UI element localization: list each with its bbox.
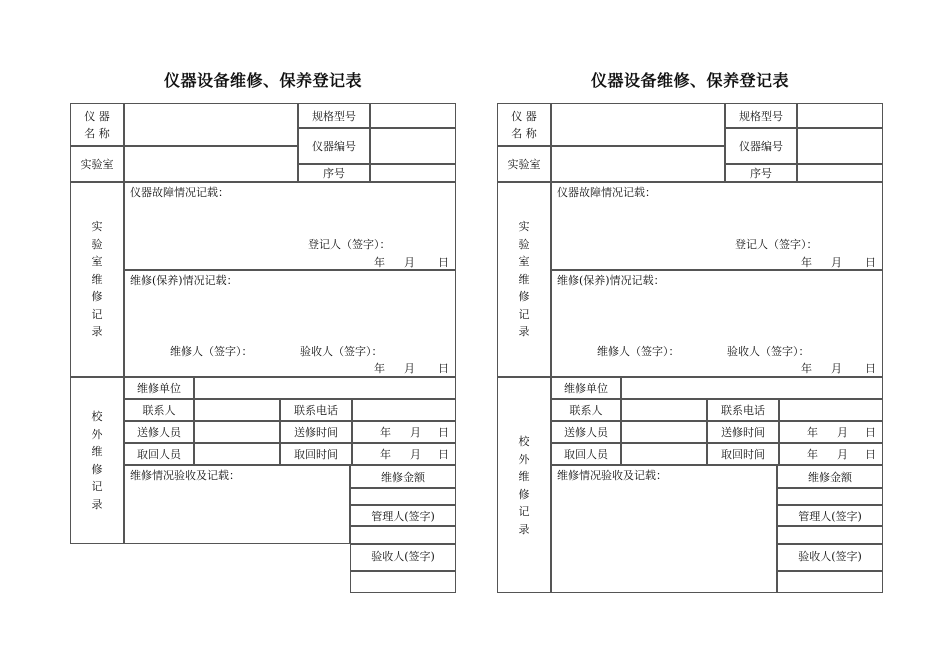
date-day: 日 — [865, 256, 876, 269]
instrument-name-field[interactable] — [124, 103, 298, 146]
manager-sign-field[interactable] — [777, 526, 883, 544]
date-day: 日 — [865, 448, 876, 461]
phone-field[interactable] — [779, 399, 883, 421]
instrument-no-field[interactable] — [797, 128, 883, 164]
external-record-side-label: 校外维修记录 — [91, 410, 103, 511]
spec-model-field[interactable] — [797, 103, 883, 128]
repairer-label: 维修人（签字）： — [597, 345, 680, 358]
date-month: 月 — [831, 362, 842, 375]
sender-field[interactable] — [194, 421, 280, 443]
form-title: 仪器设备维修、保养登记表 — [163, 71, 362, 90]
fault-record-label: 仪器故障情况记载： — [557, 186, 656, 199]
acceptor-label: 验收人（签字）： — [300, 345, 383, 358]
instrument-label-line1: 仪 器 — [511, 110, 537, 123]
instrument-no-label: 仪器编号 — [739, 140, 783, 153]
repair-form-right — [497, 0, 883, 672]
form-title: 仪器设备维修、保养登记表 — [590, 71, 789, 90]
repair-unit-field[interactable] — [194, 377, 456, 399]
date-year: 年 — [374, 256, 385, 269]
phone-label: 联系电话 — [294, 404, 338, 417]
acceptor-sign-label: 验收人(签字) — [371, 550, 435, 563]
acceptor-label: 验收人（签字）： — [727, 345, 810, 358]
repair-unit-field[interactable] — [621, 377, 883, 399]
acceptor-sign-label: 验收人(签字) — [798, 550, 862, 563]
receiver-field[interactable] — [621, 443, 707, 465]
date-year: 年 — [807, 448, 818, 461]
acceptance-record-label: 维修情况验收及记载： — [557, 469, 667, 482]
manager-sign-label: 管理人(签字) — [798, 510, 862, 523]
date-year: 年 — [374, 362, 385, 375]
date-day: 日 — [865, 362, 876, 375]
lab-record-side-label: 实验室维修记录 — [91, 220, 103, 338]
date-day: 日 — [438, 426, 449, 439]
date-day: 日 — [438, 256, 449, 269]
instrument-label-line2: 名 称 — [84, 127, 110, 140]
seq-field[interactable] — [797, 164, 883, 182]
repair-unit-label: 维修单位 — [137, 382, 181, 395]
sender-field[interactable] — [621, 421, 707, 443]
spec-model-field[interactable] — [370, 103, 456, 128]
spec-model-label: 规格型号 — [312, 110, 356, 123]
lab-label: 实验室 — [507, 158, 541, 171]
instrument-label-line1: 仪 器 — [84, 110, 110, 123]
acceptance-record-label: 维修情况验收及记载： — [130, 469, 240, 482]
lab-field[interactable] — [124, 146, 298, 182]
date-month: 月 — [837, 448, 848, 461]
sender-label: 送修人员 — [564, 426, 608, 439]
seq-label: 序号 — [323, 167, 345, 180]
registrar-label: 登记人（签字）： — [308, 238, 391, 251]
receiver-label: 取回人员 — [137, 448, 181, 461]
fault-record-label: 仪器故障情况记载： — [130, 186, 229, 199]
amount-field[interactable] — [777, 488, 883, 505]
contact-field[interactable] — [621, 399, 707, 421]
phone-field[interactable] — [352, 399, 456, 421]
repair-unit-label: 维修单位 — [564, 382, 608, 395]
seq-field[interactable] — [370, 164, 456, 182]
repair-record-label: 维修(保养)情况记载： — [130, 274, 238, 287]
date-year: 年 — [380, 448, 391, 461]
repair-form-left — [70, 0, 456, 672]
date-day: 日 — [865, 426, 876, 439]
date-year: 年 — [380, 426, 391, 439]
date-year: 年 — [801, 362, 812, 375]
date-month: 月 — [410, 426, 421, 439]
repair-record-label: 维修(保养)情况记载： — [557, 274, 665, 287]
manager-sign-label: 管理人(签字) — [371, 510, 435, 523]
instrument-no-label: 仪器编号 — [312, 140, 356, 153]
return-time-label: 取回时间 — [721, 448, 765, 461]
return-time-label: 取回时间 — [294, 448, 338, 461]
phone-label: 联系电话 — [721, 404, 765, 417]
contact-label: 联系人 — [569, 404, 603, 417]
acceptor-sign-field[interactable] — [777, 571, 883, 593]
date-day: 日 — [438, 448, 449, 461]
date-month: 月 — [837, 426, 848, 439]
sender-label: 送修人员 — [137, 426, 181, 439]
date-month: 月 — [404, 362, 415, 375]
date-month: 月 — [404, 256, 415, 269]
instrument-label-line2: 名 称 — [511, 127, 537, 140]
instrument-no-field[interactable] — [370, 128, 456, 164]
external-record-side-label: 校外维修记录 — [518, 435, 530, 536]
instrument-name-field[interactable] — [551, 103, 725, 146]
receiver-field[interactable] — [194, 443, 280, 465]
send-time-label: 送修时间 — [294, 426, 338, 439]
registrar-label: 登记人（签字）： — [735, 238, 818, 251]
date-month: 月 — [410, 448, 421, 461]
receiver-label: 取回人员 — [564, 448, 608, 461]
acceptance-record-box[interactable] — [551, 465, 777, 593]
amount-label: 维修金额 — [808, 471, 852, 484]
send-time-label: 送修时间 — [721, 426, 765, 439]
spec-model-label: 规格型号 — [739, 110, 783, 123]
lab-field[interactable] — [551, 146, 725, 182]
manager-sign-field[interactable] — [350, 526, 456, 544]
date-year: 年 — [807, 426, 818, 439]
date-month: 月 — [831, 256, 842, 269]
contact-field[interactable] — [194, 399, 280, 421]
lab-label: 实验室 — [80, 158, 114, 171]
seq-label: 序号 — [750, 167, 772, 180]
repairer-label: 维修人（签字）： — [170, 345, 253, 358]
acceptor-sign-field[interactable] — [350, 571, 456, 593]
date-year: 年 — [801, 256, 812, 269]
contact-label: 联系人 — [142, 404, 176, 417]
amount-field[interactable] — [350, 488, 456, 505]
lab-record-side-label: 实验室维修记录 — [518, 220, 530, 338]
date-day: 日 — [438, 362, 449, 375]
amount-label: 维修金额 — [381, 471, 425, 484]
